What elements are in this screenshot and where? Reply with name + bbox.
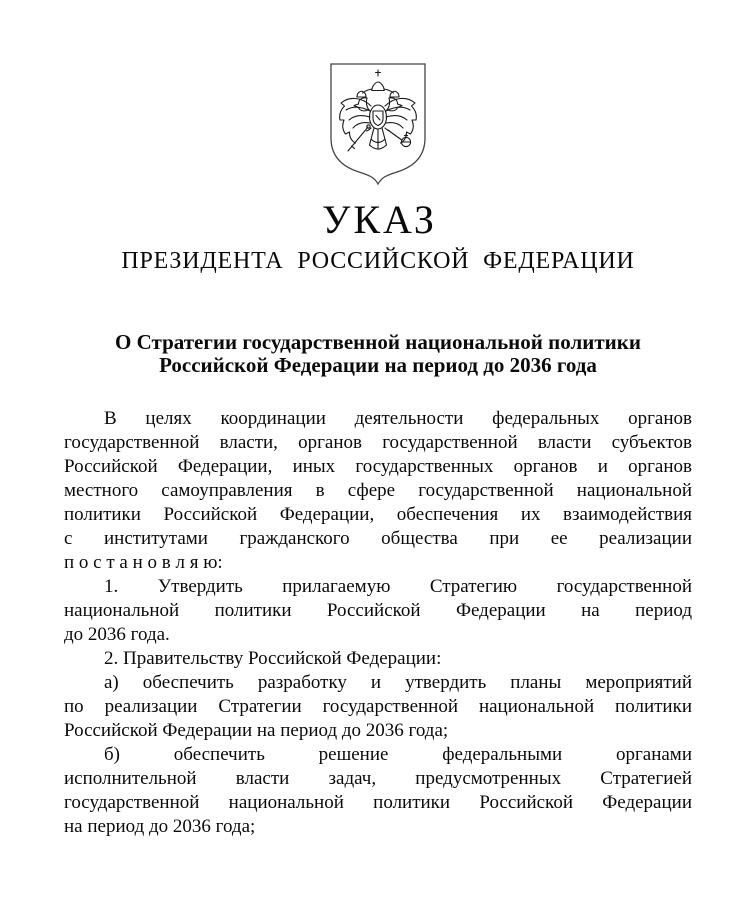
heading-line: Российской Федерации на период до 2036 года — [159, 353, 597, 377]
body-paragraph — [64, 647, 692, 671]
body-line: В целях координации деятельности федеральных органов — [104, 408, 692, 429]
body-line: местного самоуправления в сфере государственной национальной — [64, 480, 692, 501]
decree-document-page — [0, 62, 756, 914]
body-line: до 2036 года. — [64, 624, 170, 645]
body-paragraph — [64, 743, 692, 839]
heading-line: О Стратегии государственной национальной политики — [115, 330, 641, 354]
document-issuer-subtitle: ПРЕЗИДЕНТА РОССИЙСКОЙ ФЕДЕРАЦИИ — [121, 248, 635, 274]
body-line: Российской Федерации, иных государственных органов и органов — [64, 456, 692, 477]
document-type-title: УКАЗ — [322, 197, 437, 242]
decree-body-text — [64, 407, 692, 839]
body-line: с институтами гражданского общества при ее реализации — [64, 528, 692, 549]
body-line: исполнительной власти задач, предусмотренных Стратегией — [64, 768, 692, 789]
body-line: а) обеспечить разработку и утвердить планы мероприятий — [104, 672, 692, 693]
coat-of-arms-svg — [326, 62, 430, 186]
body-line: Российской Федерации на период до 2036 года; — [64, 720, 449, 741]
body-line: п о с т а н о в л я ю: — [64, 552, 223, 573]
body-line: политики Российской Федерации, обеспечения их взаимодействия — [64, 504, 692, 525]
body-line: 2. Правительству Российской Федерации: — [104, 648, 442, 669]
body-line: 1. Утвердить прилагаемую Стратегию государственной — [104, 576, 692, 597]
body-line: национальной политики Российской Федерации на период — [64, 600, 692, 621]
decree-subject-heading — [0, 331, 756, 377]
body-line: государственной власти, органов государственной власти субъектов — [64, 432, 692, 453]
body-line: по реализации Стратегии государственной национальной политики — [64, 696, 692, 717]
double-headed-eagle-coat-of-arms-icon — [326, 62, 430, 186]
body-paragraph — [64, 671, 692, 743]
body-paragraph — [64, 407, 692, 575]
body-line: государственной национальной политики Российской Федерации — [64, 792, 692, 813]
body-line: б) обеспечить решение федеральными органами — [104, 744, 692, 765]
body-paragraph — [64, 575, 692, 647]
body-line: на период до 2036 года; — [64, 816, 256, 837]
